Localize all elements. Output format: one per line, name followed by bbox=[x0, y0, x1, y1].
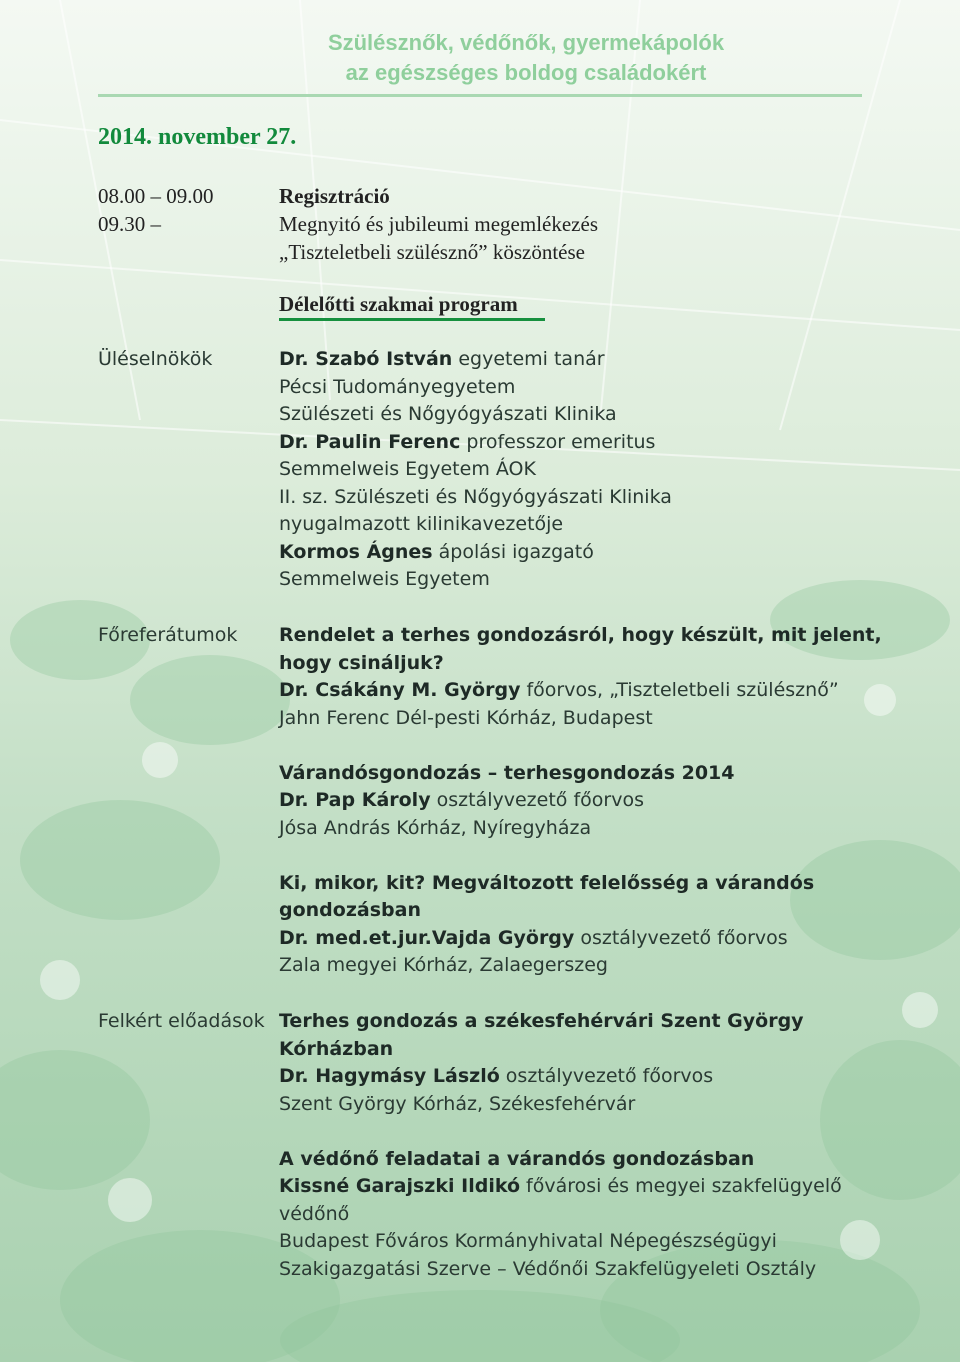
chair-1-affiliation-1: Pécsi Tudományegyetem bbox=[279, 375, 516, 398]
main-talk-1-speaker-role: főorvos, „Tiszteletbeli szülésznő” bbox=[520, 679, 839, 701]
label-invited-talks: Felkért előadások bbox=[98, 1010, 265, 1032]
main-talk-1-title-line-1: Rendelet a terhes gondozásról, hogy készült, mit jelent, bbox=[279, 624, 882, 646]
label-chairs: Üléselnökök bbox=[98, 348, 213, 370]
main-talks-list bbox=[279, 622, 882, 980]
invited-talk-2-speaker-name: Kissné Garajszki Ildikó bbox=[279, 1175, 521, 1197]
invited-talk-2-speaker bbox=[279, 1173, 859, 1201]
main-talk-1-affiliation: Jahn Ferenc Dél-pesti Kórház, Budapest bbox=[279, 706, 653, 729]
chair-2-affiliation-1: Semmelweis Egyetem ÁOK bbox=[279, 458, 536, 480]
chair-3 bbox=[279, 539, 859, 567]
invited-talk-2-affiliation-1: Budapest Főváros Kormányhivatal Népegészségügyi bbox=[279, 1230, 777, 1252]
chair-1-name: Dr. Szabó István bbox=[279, 348, 453, 370]
label-main-talks: Főreferátumok bbox=[98, 624, 238, 646]
schedule-time-registration: 08.00 – 09.00 bbox=[98, 184, 214, 208]
main-talk-3-speaker-name: Dr. med.et.jur.Vajda György bbox=[279, 926, 575, 949]
chair-1-affiliation-2: Szülészeti és Nőgyógyászati Klinika bbox=[279, 403, 617, 425]
invited-talk-1-affiliation: Szent György Kórház, Székesfehérvár bbox=[279, 1092, 636, 1115]
invited-talk-1-speaker bbox=[279, 1063, 859, 1091]
chair-3-role: ápolási igazgató bbox=[432, 540, 594, 563]
main-talk-2-speaker-role: osztályvezető főorvos bbox=[430, 789, 644, 811]
schedule-item-registration: Regisztráció bbox=[279, 184, 390, 208]
header-title-line-1: Szülésznők, védőnők, gyermekápolók bbox=[327, 30, 725, 55]
invited-talks-list bbox=[279, 1008, 859, 1283]
main-talk-2-speaker-name: Dr. Pap Károly bbox=[279, 789, 431, 811]
main-talk-2-affiliation: Jósa András Kórház, Nyíregyháza bbox=[279, 816, 592, 839]
section-title-morning-program: Délelőtti szakmai program bbox=[279, 292, 518, 316]
main-talk-2-title: Várandósgondozás – terhesgondozás 2014 bbox=[279, 761, 735, 784]
spacer bbox=[279, 842, 859, 870]
main-talk-2-speaker bbox=[279, 787, 859, 815]
event-date: 2014. november 27. bbox=[98, 124, 297, 150]
main-talk-3-speaker bbox=[279, 925, 859, 953]
invited-talk-1-speaker-role: osztályvezető főorvos bbox=[499, 1065, 714, 1087]
main-talk-1-speaker-name: Dr. Csákány M. György bbox=[279, 679, 521, 701]
chair-1 bbox=[279, 346, 859, 374]
chair-2-role: professzor emeritus bbox=[460, 430, 656, 453]
invited-talk-1-speaker-name: Dr. Hagymásy László bbox=[279, 1065, 500, 1087]
invited-talk-2-affiliation-2: Szakigazgatási Szerve – Védőnői Szakfelügyeleti Osztály bbox=[279, 1257, 817, 1280]
main-talk-1-speaker bbox=[279, 677, 859, 705]
main-talk-3-affiliation: Zala megyei Kórház, Zalaegerszeg bbox=[279, 954, 608, 976]
chair-3-name: Kormos Ágnes bbox=[279, 540, 433, 563]
invited-talk-2-speaker-role-cont: védőnő bbox=[279, 1202, 350, 1225]
header-title-line-2: az egészséges boldog családokért bbox=[345, 60, 707, 85]
spacer bbox=[279, 1118, 859, 1146]
invited-talk-2-speaker-role: fővárosi és megyei szakfelügyelő bbox=[520, 1175, 842, 1197]
chair-3-affiliation-1: Semmelweis Egyetem bbox=[279, 568, 490, 590]
chairs-list bbox=[279, 346, 859, 594]
header-divider bbox=[98, 94, 862, 97]
main-talk-3-title-line-2: gondozásban bbox=[279, 899, 421, 921]
schedule-time-opening: 09.30 – bbox=[98, 212, 161, 236]
invited-talk-1-title-line-2: Kórházban bbox=[279, 1037, 394, 1060]
chair-1-role: egyetemi tanár bbox=[452, 348, 605, 370]
main-talk-3-speaker-role: osztályvezető főorvos bbox=[574, 926, 788, 949]
chair-2-affiliation-2: II. sz. Szülészeti és Nőgyógyászati Klinika bbox=[279, 485, 672, 508]
invited-talk-2-title: A védőnő feladatai a várandós gondozásban bbox=[279, 1147, 755, 1170]
chair-2-name: Dr. Paulin Ferenc bbox=[279, 430, 461, 453]
chair-2-affiliation-3: nyugalmazott kilinikavezetője bbox=[279, 513, 564, 535]
invited-talk-1-title-line-1: Terhes gondozás a székesfehérvári Szent György bbox=[279, 1010, 804, 1032]
section-title-underline bbox=[279, 318, 545, 321]
schedule-item-honorary-midwife: „Tiszteletbeli szülésznő” köszöntése bbox=[279, 240, 585, 264]
main-talk-3-title-line-1: Ki, mikor, kit? Megváltozott felelősség a várandós bbox=[279, 871, 815, 894]
main-talk-1-title-line-2: hogy csináljuk? bbox=[279, 651, 444, 674]
chair-2 bbox=[279, 429, 859, 457]
schedule-item-opening: Megnyitó és jubileumi megemlékezés bbox=[279, 212, 598, 236]
spacer bbox=[279, 732, 859, 760]
